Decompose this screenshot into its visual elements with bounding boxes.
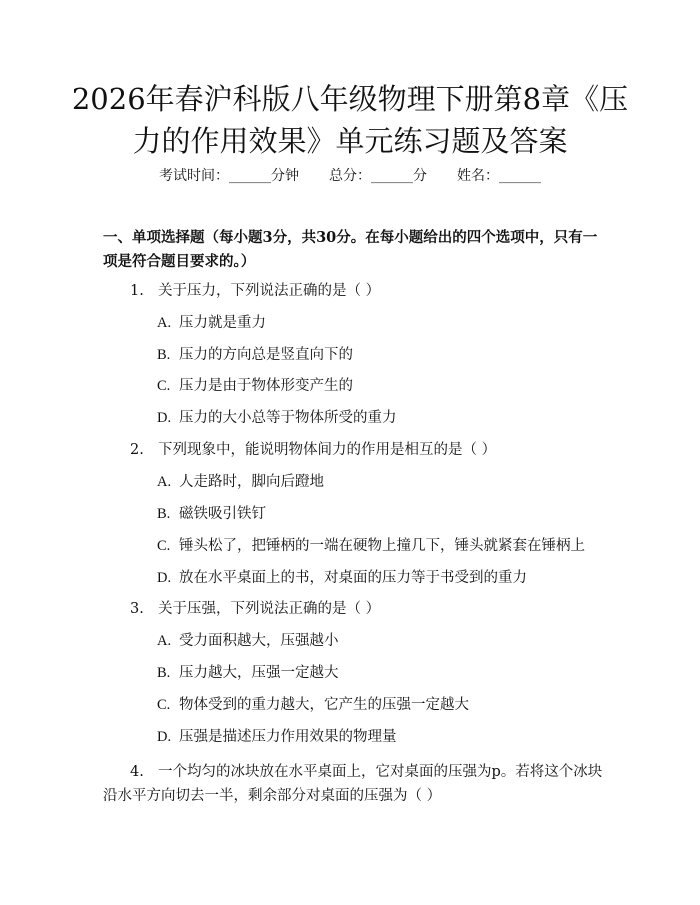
option-text: 压力就是重力	[179, 315, 266, 331]
option-text: 磁铁吸引铁钉	[179, 506, 266, 522]
option-3d	[157, 727, 397, 747]
section-heading: 一、单项选择题（每小题3分，共30分。在每小题给出的四个选项中，只有一项是符合题目要求的。）	[103, 229, 598, 270]
name-blank: ______	[499, 168, 541, 184]
question-stem: 下列现象中，能说明物体间力的作用是相互的是（ ）	[158, 442, 497, 458]
total-score-label: 总分：	[329, 168, 371, 184]
option-letter: A.	[157, 474, 172, 490]
exam-time-unit: 分钟	[271, 168, 299, 184]
option-letter: D.	[157, 570, 172, 586]
exam-time-blank: ______	[229, 168, 271, 184]
option-text: 放在水平桌面上的书，对桌面的压力等于书受到的重力	[179, 570, 527, 586]
question-1	[130, 281, 380, 301]
option-2a	[157, 472, 324, 492]
option-letter: B.	[157, 506, 171, 522]
option-2d	[157, 568, 527, 588]
option-3b	[157, 663, 339, 683]
document-title: 2026年春沪科版八年级物理下册第8章《压力的作用效果》单元练习题及答案	[71, 82, 629, 158]
total-score-blank: ______	[371, 168, 413, 184]
total-score-unit: 分	[413, 168, 427, 184]
question-4	[103, 760, 603, 808]
option-1b	[157, 345, 353, 365]
option-letter: A.	[157, 315, 172, 331]
option-letter: D.	[157, 410, 172, 426]
option-text: 压力的大小总等于物体所受的重力	[179, 410, 397, 426]
exam-time-label: 考试时间：	[159, 168, 229, 184]
question-3	[130, 599, 380, 619]
option-text: 压力的方向总是竖直向下的	[179, 347, 353, 363]
question-2	[130, 440, 496, 460]
option-3c	[157, 695, 469, 715]
option-text: 物体受到的重力越大，它产生的压强一定越大	[179, 697, 469, 713]
question-number: 2.	[130, 442, 144, 458]
option-1c	[157, 376, 353, 396]
question-stem: 关于压强，下列说法正确的是（ ）	[158, 601, 381, 617]
exam-info-line	[0, 166, 700, 186]
question-number: 4.	[130, 764, 144, 780]
option-letter: A.	[157, 633, 172, 649]
question-stem: 关于压力，下列说法正确的是（ ）	[158, 283, 381, 299]
option-text: 压强是描述压力作用效果的物理量	[179, 729, 397, 745]
question-stem: 一个均匀的冰块放在水平桌面上，它对桌面的压强为p。若将这个冰块沿水平方向切去一半，剩余部分对桌面的压强为（ ）	[103, 764, 603, 804]
option-text: 压力是由于物体形变产生的	[179, 378, 353, 394]
option-3a	[157, 631, 339, 651]
name-label: 姓名：	[457, 168, 499, 184]
option-text: 受力面积越大，压强越小	[179, 633, 339, 649]
option-1a	[157, 313, 266, 333]
option-letter: B.	[157, 347, 171, 363]
option-2c	[157, 536, 585, 556]
option-letter: C.	[157, 697, 171, 713]
option-letter: C.	[157, 538, 171, 554]
option-letter: B.	[157, 665, 171, 681]
option-1d	[157, 408, 397, 428]
option-letter: C.	[157, 378, 171, 394]
option-text: 人走路时，脚向后蹬地	[179, 474, 324, 490]
option-text: 压力越大，压强一定越大	[179, 665, 339, 681]
question-number: 1.	[130, 283, 144, 299]
option-text: 锤头松了，把锤柄的一端在硬物上撞几下，锤头就紧套在锤柄上	[179, 538, 585, 554]
option-2b	[157, 504, 266, 524]
question-number: 3.	[130, 601, 144, 617]
option-letter: D.	[157, 729, 172, 745]
